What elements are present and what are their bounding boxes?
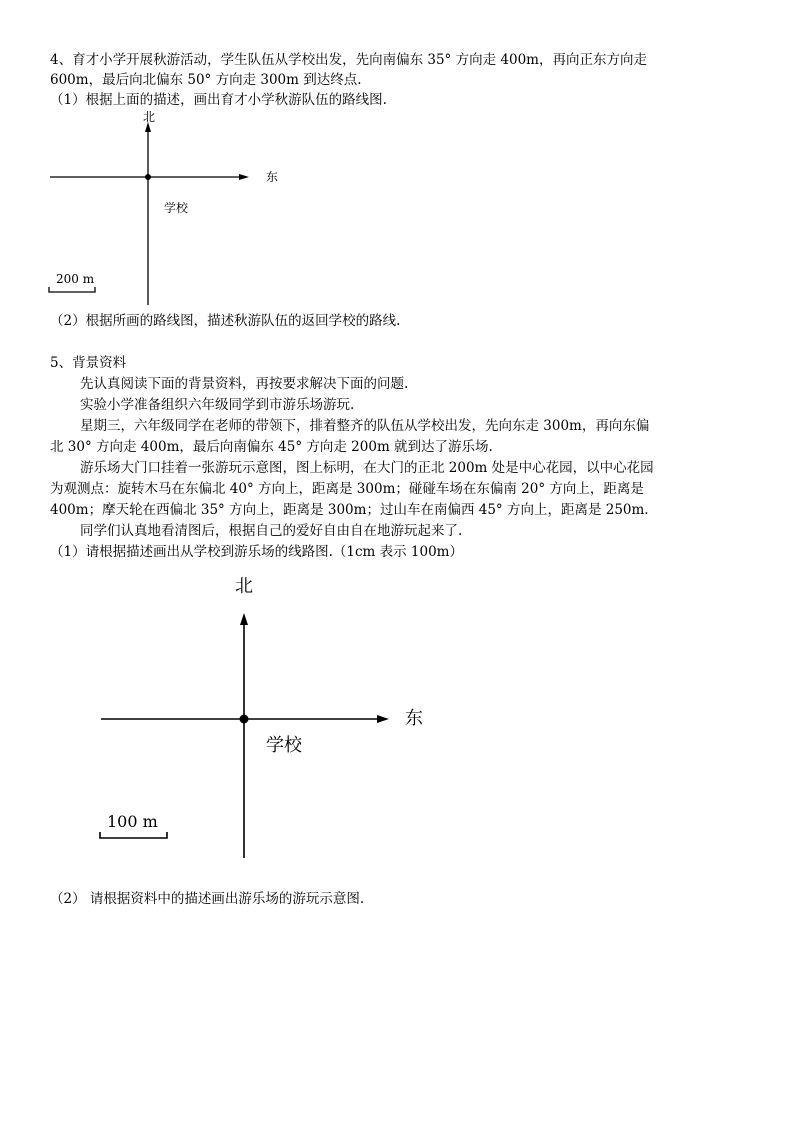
q4-intro-line2: 600m，最后向北偏东 50° 方向走 300m 到达终点. — [50, 72, 362, 88]
q4-school-point — [145, 174, 151, 180]
q5-paragraph5: 同学们认真地看清图后，根据自己的爱好自由自在地游玩起来了. — [80, 523, 463, 539]
q4-intro-line1: 4、育才小学开展秋游活动，学生队伍从学校出发，先向南偏东 35° 方向走 400m，再向正东方向走 — [50, 52, 647, 68]
q5-paragraph4-line1: 游乐场大门口挂着一张游玩示意图，图上标明，在大门的正北 200m 处是中心花园，以中心花园 — [80, 460, 654, 476]
q5-scale-bar — [100, 832, 167, 838]
q5-paragraph4-line3: 400m；摩天轮在西偏北 35° 方向上，距离是 300m；过山车在南偏西 45° 方向上，距离是 250m. — [50, 502, 649, 518]
q4-part2-prompt: （2）根据所画的路线图，描述秋游队伍的返回学校的路线. — [50, 313, 401, 329]
q5-paragraph4-line2: 为观测点：旋转木马在东偏北 40° 方向上，距离是 300m；碰碰车场在东偏南 20° 方向上，距离是 — [50, 481, 644, 497]
q5-school-point — [240, 715, 249, 724]
q4-north-label: 北 — [143, 110, 156, 124]
q4-scale-bar — [49, 287, 95, 292]
q5-school-label: 学校 — [266, 735, 302, 756]
q5-paragraph1: 先认真阅读下面的背景资料，再按要求解决下面的问题. — [80, 376, 409, 392]
q5-east-label: 东 — [405, 708, 423, 729]
q4-east-arrowhead — [239, 174, 249, 180]
q4-compass-diagram — [0, 0, 794, 330]
q4-scale-label: 200 m — [56, 272, 95, 286]
q5-paragraph2: 实验小学准备组织六年级同学到市游乐场游玩. — [80, 397, 355, 413]
q4-east-label: 东 — [266, 170, 279, 184]
q5-part1-prompt: （1）请根据描述画出从学校到游乐场的线路图.（1cm 表示 100m） — [50, 544, 463, 560]
q5-part2-prompt: （2） 请根据资料中的描述画出游乐场的游玩示意图. — [50, 891, 365, 907]
q5-scale-label: 100 m — [107, 812, 158, 831]
q5-north-label: 北 — [235, 576, 253, 597]
q5-compass-diagram — [0, 560, 794, 870]
q5-north-arrowhead — [240, 613, 248, 625]
q4-school-label: 学校 — [164, 201, 189, 215]
q5-east-arrowhead — [377, 715, 389, 723]
q4-part1-prompt: （1）根据上面的描述，画出育才小学秋游队伍的路线图. — [50, 92, 387, 108]
q5-paragraph3-line2: 北 30° 方向走 400m，最后向南偏东 45° 方向走 200m 就到达了游乐场. — [50, 439, 493, 455]
q5-paragraph3-line1: 星期三，六年级同学在老师的带领下，排着整齐的队伍从学校出发，先向东走 300m，再向东偏 — [80, 418, 650, 434]
q5-title: 5、背景资料 — [50, 355, 127, 371]
